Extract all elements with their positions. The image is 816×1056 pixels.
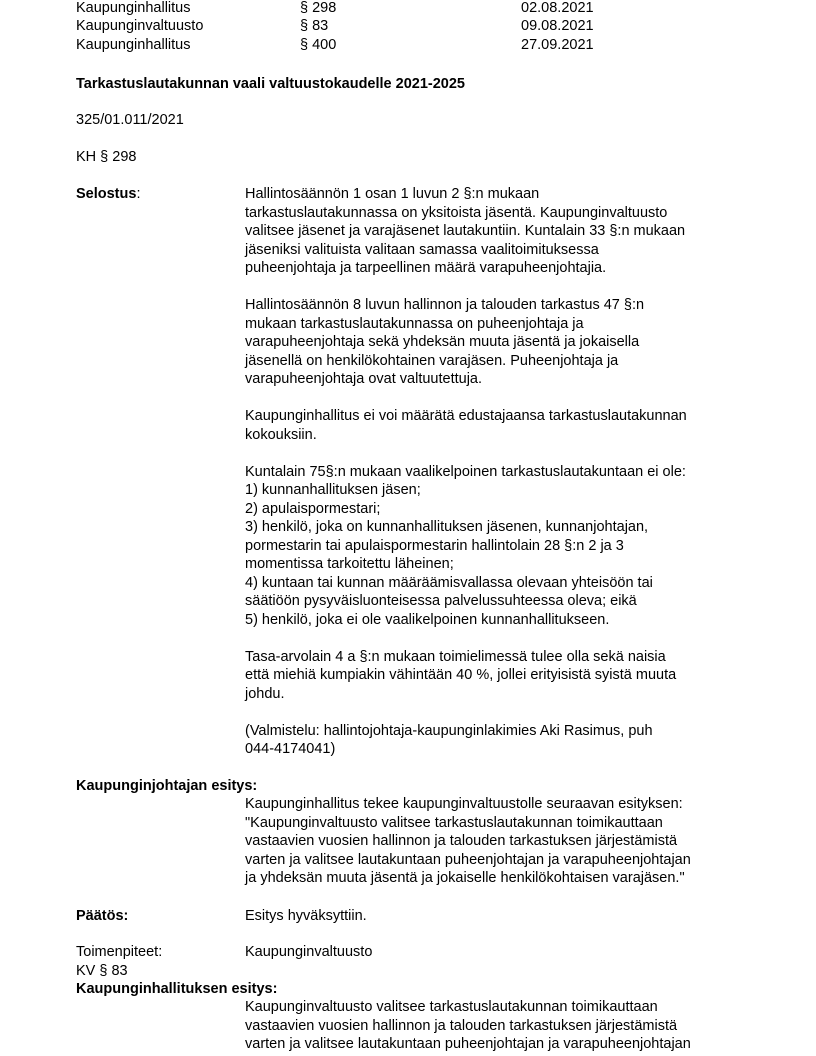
selostus-paragraph: Kuntalain 75§:n mukaan vaalikelpoinen tarkastuslautakuntaan ei ole: 1) kunnanhallituksen jäsen; 2) apulaispormestari; 3) henkilö, joka on kunnanhallituksen jäsenen, kunnanjohtajan, pormestarin tai apulaispormestarin hallintolain 28 §:n 2 ja 3 momentissa tarkoitettu läheinen; 4) kuntaan tai kunnan määräämisvallassa olevaan yhteisöön tai säätiöön pysyväisluonteisessa palvelussuhteessa oleva; eikä 5) henkilö, joka ei ole vaalikelpoinen kunnanhallitukseen. <box>245 463 686 628</box>
paatos-text: Esitys hyväksyttiin. <box>245 908 367 924</box>
history-date: 09.08.2021 <box>521 18 594 34</box>
kv-reference: KV § 83 <box>76 963 128 979</box>
selostus-label: Selostus <box>76 186 137 202</box>
document-title: Tarkastuslautakunnan vaali valtuustokaudelle 2021-2025 <box>76 76 465 92</box>
history-date: 27.09.2021 <box>521 37 594 53</box>
esitys-text: Kaupunginhallitus tekee kaupunginvaltuustolle seuraavan esityksen: "Kaupunginvaltuusto valitsee tarkastuslautakunnan toimikauttaan vastaavien vuosien hallinnon ja talouden tarkastuksen järjestämistä varten ja valitsee lautakuntaan puheenjohtajan ja varapuheenjohtajan ja yhdeksän muuta jäsentä ja jokaiselle henkilökohtaisen varajäsen." <box>245 796 691 886</box>
selostus-paragraph: Kaupunginhallitus ei voi määrätä edustajaansa tarkastuslautakunnan kokouksiin. <box>245 408 687 443</box>
history-date: 02.08.2021 <box>521 0 594 16</box>
selostus-paragraph: Hallintosäännön 1 osan 1 luvun 2 §:n mukaan tarkastuslautakunnassa on yksitoista jäsentä. Kaupunginvaltuusto valitsee jäsenet ja varajäsenet lautakuntiin. Kuntalain 33 §:n mukaan jäseniksi valituista valitaan samassa vaalitoimituksessa puheenjohtaja ja tarpeellinen määrä varapuheenjohtajia. <box>245 186 686 276</box>
toimenpiteet-label: Toimenpiteet: <box>76 944 163 960</box>
esitys-label: Kaupunginjohtajan esitys: <box>76 778 258 794</box>
selostus-paragraph: Tasa-arvolain 4 a §:n mukaan toimielimessä tulee olla sekä naisia että miehiä kumpiakin vähintään 40 %, jollei erityisistä syistä muuta johdu. <box>245 648 677 702</box>
history-section: § 83 <box>300 18 329 34</box>
history-section: § 298 <box>300 0 337 16</box>
esitys-body <box>245 795 765 888</box>
history-section: § 400 <box>300 37 337 53</box>
toimenpiteet-text: Kaupunginvaltuusto <box>245 944 373 960</box>
selostus-paragraph: Hallintosäännön 8 luvun hallinnon ja talouden tarkastus 47 §:n mukaan tarkastuslautakunnassa on puheenjohtaja ja varapuheenjohtaja sekä yhdeksän muuta jäsentä ja jokaisella jäsenellä on henkilökohtainen varajäsen. Puheenjohtaja ja varapuheenjohtaja ovat valtuutettuja. <box>245 297 645 387</box>
history-body: Kaupunginhallitus <box>76 37 191 53</box>
history-body: Kaupunginvaltuusto <box>76 18 204 34</box>
record-number: 325/01.011/2021 <box>76 112 184 128</box>
paatos-label: Päätös: <box>76 908 129 924</box>
history-body: Kaupunginhallitus <box>76 0 191 16</box>
kh-reference: KH § 298 <box>76 149 137 165</box>
selostus-label-wrap <box>76 185 140 203</box>
selostus-paragraph: (Valmistelu: hallintojohtaja-kaupunginlakimies Aki Rasimus, puh 044-4174041) <box>245 722 653 757</box>
selostus-body <box>245 185 765 759</box>
selostus-colon: : <box>136 186 141 202</box>
kh-esitys-body <box>245 998 765 1054</box>
kh-esitys-label: Kaupunginhallituksen esitys: <box>76 981 278 997</box>
kh-esitys-text: Kaupunginvaltuusto valitsee tarkastuslautakunnan toimikauttaan vastaavien vuosien hallinnon ja talouden tarkastuksen järjestämistä varten ja valitsee lautakuntaan puheenjohtajan ja varapuheenjohtajan <box>245 999 691 1052</box>
